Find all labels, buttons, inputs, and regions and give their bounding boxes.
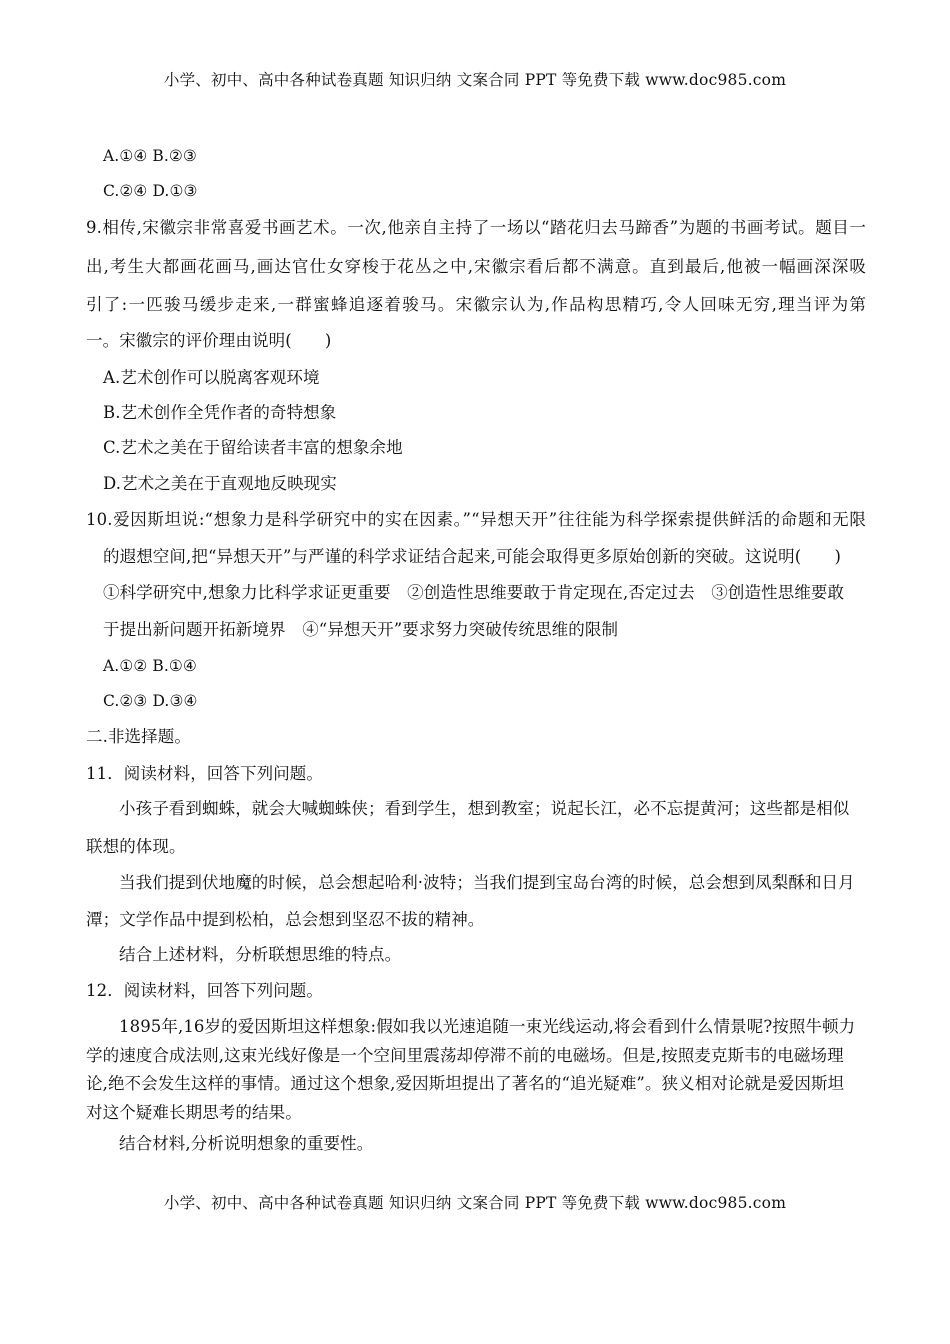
q9-stem-line-1: 9.相传,宋徽宗非常喜爱书画艺术。一次,他亲自主持了一场以“踏花归去马蹄香”为题的书画考试。题目一 <box>86 218 866 237</box>
q11-paragraph-2-line-1: 当我们提到伏地魔的时候，总会想起哈利·波特；当我们提到宝岛台湾的时候，总会想到凤梨酥和日月 <box>119 873 855 892</box>
q8-options-ab: A.①④ B.②③ <box>103 147 197 165</box>
q9-stem-line-4: 一。宋徽宗的评价理由说明( ) <box>86 331 332 350</box>
q11-title: 11．阅读材料，回答下列问题。 <box>86 764 323 783</box>
q12-prompt: 结合材料,分析说明想象的重要性。 <box>119 1134 374 1153</box>
q10-options-ab: A.①② B.①④ <box>103 657 197 675</box>
q9-option-b: B.艺术创作全凭作者的奇特想象 <box>103 403 337 422</box>
q12-material-line-3: 论,绝不会发生这样的事情。通过这个想象,爱因斯坦提出了著名的“追光疑难”。狭义相对论就是爱因斯坦 <box>86 1074 845 1093</box>
q12-material-line-4: 对这个疑难长期思考的结果。 <box>86 1103 302 1122</box>
header-banner: 小学、初中、高中各种试卷真题 知识归纳 文案合同 PPT 等免费下载 www.doc985.com <box>163 71 787 89</box>
q9-option-a: A.艺术创作可以脱离客观环境 <box>103 368 320 387</box>
q11-paragraph-2-line-2: 潭；文学作品中提到松柏，总会想到坚忍不拔的精神。 <box>86 910 485 929</box>
q9-stem-line-3: 引了:一匹骏马缓步走来,一群蜜蜂追逐着骏马。宋徽宗认为,作品构思精巧,令人回味无穷,理当评为第 <box>86 295 866 314</box>
q10-stem-line-2: 的遐想空间,把“异想天开”与严谨的科学求证结合起来,可能会取得更多原始创新的突破。这说明( ) <box>103 547 842 566</box>
q8-options-cd: C.②④ D.①③ <box>103 182 198 200</box>
q12-material-line-1: 1895年,16岁的爱因斯坦这样想象:假如我以光速追随一束光线运动,将会看到什么情景呢?按照牛顿力 <box>119 1017 856 1036</box>
q9-option-d: D.艺术之美在于直观地反映现实 <box>103 474 337 493</box>
section-2-title: 二.非选择题。 <box>86 727 191 746</box>
q12-material-line-2: 学的速度合成法则,这束光线好像是一个空间里震荡却停滞不前的电磁场。但是,按照麦克斯韦的电磁场理 <box>86 1046 844 1065</box>
q10-stem-line-4: 于提出新问题开拓新境界 ④“异想天开”要求努力突破传统思维的限制 <box>103 620 619 639</box>
q10-stem-line-1: 10.爱因斯坦说:“想象力是科学研究中的实在因素。”“异想天开”往往能为科学探索提供鲜活的命题和无限 <box>86 510 866 529</box>
q11-paragraph-1-line-2: 联想的体现。 <box>86 837 186 856</box>
footer-banner: 小学、初中、高中各种试卷真题 知识归纳 文案合同 PPT 等免费下载 www.doc985.com <box>163 1194 787 1212</box>
q9-option-c: C.艺术之美在于留给读者丰富的想象余地 <box>103 438 403 457</box>
q10-options-cd: C.②③ D.③④ <box>103 692 198 710</box>
q9-stem-line-2: 出,考生大都画花画马,画达官仕女穿梭于花丛之中,宋徽宗看后都不满意。直到最后,他被一幅画深深吸 <box>86 257 866 276</box>
q11-paragraph-1-line-1: 小孩子看到蜘蛛，就会大喊蜘蛛侠；看到学生，想到教室；说起长江，必不忘提黄河；这些都是相似 <box>119 799 850 818</box>
q10-stem-line-3: ①科学研究中,想象力比科学求证更重要 ②创造性思维要敢于肯定现在,否定过去 ③创造性思维要敢 <box>103 583 845 602</box>
q11-prompt: 结合上述材料，分析联想思维的特点。 <box>119 945 402 964</box>
q12-title: 12．阅读材料，回答下列问题。 <box>86 981 323 1000</box>
